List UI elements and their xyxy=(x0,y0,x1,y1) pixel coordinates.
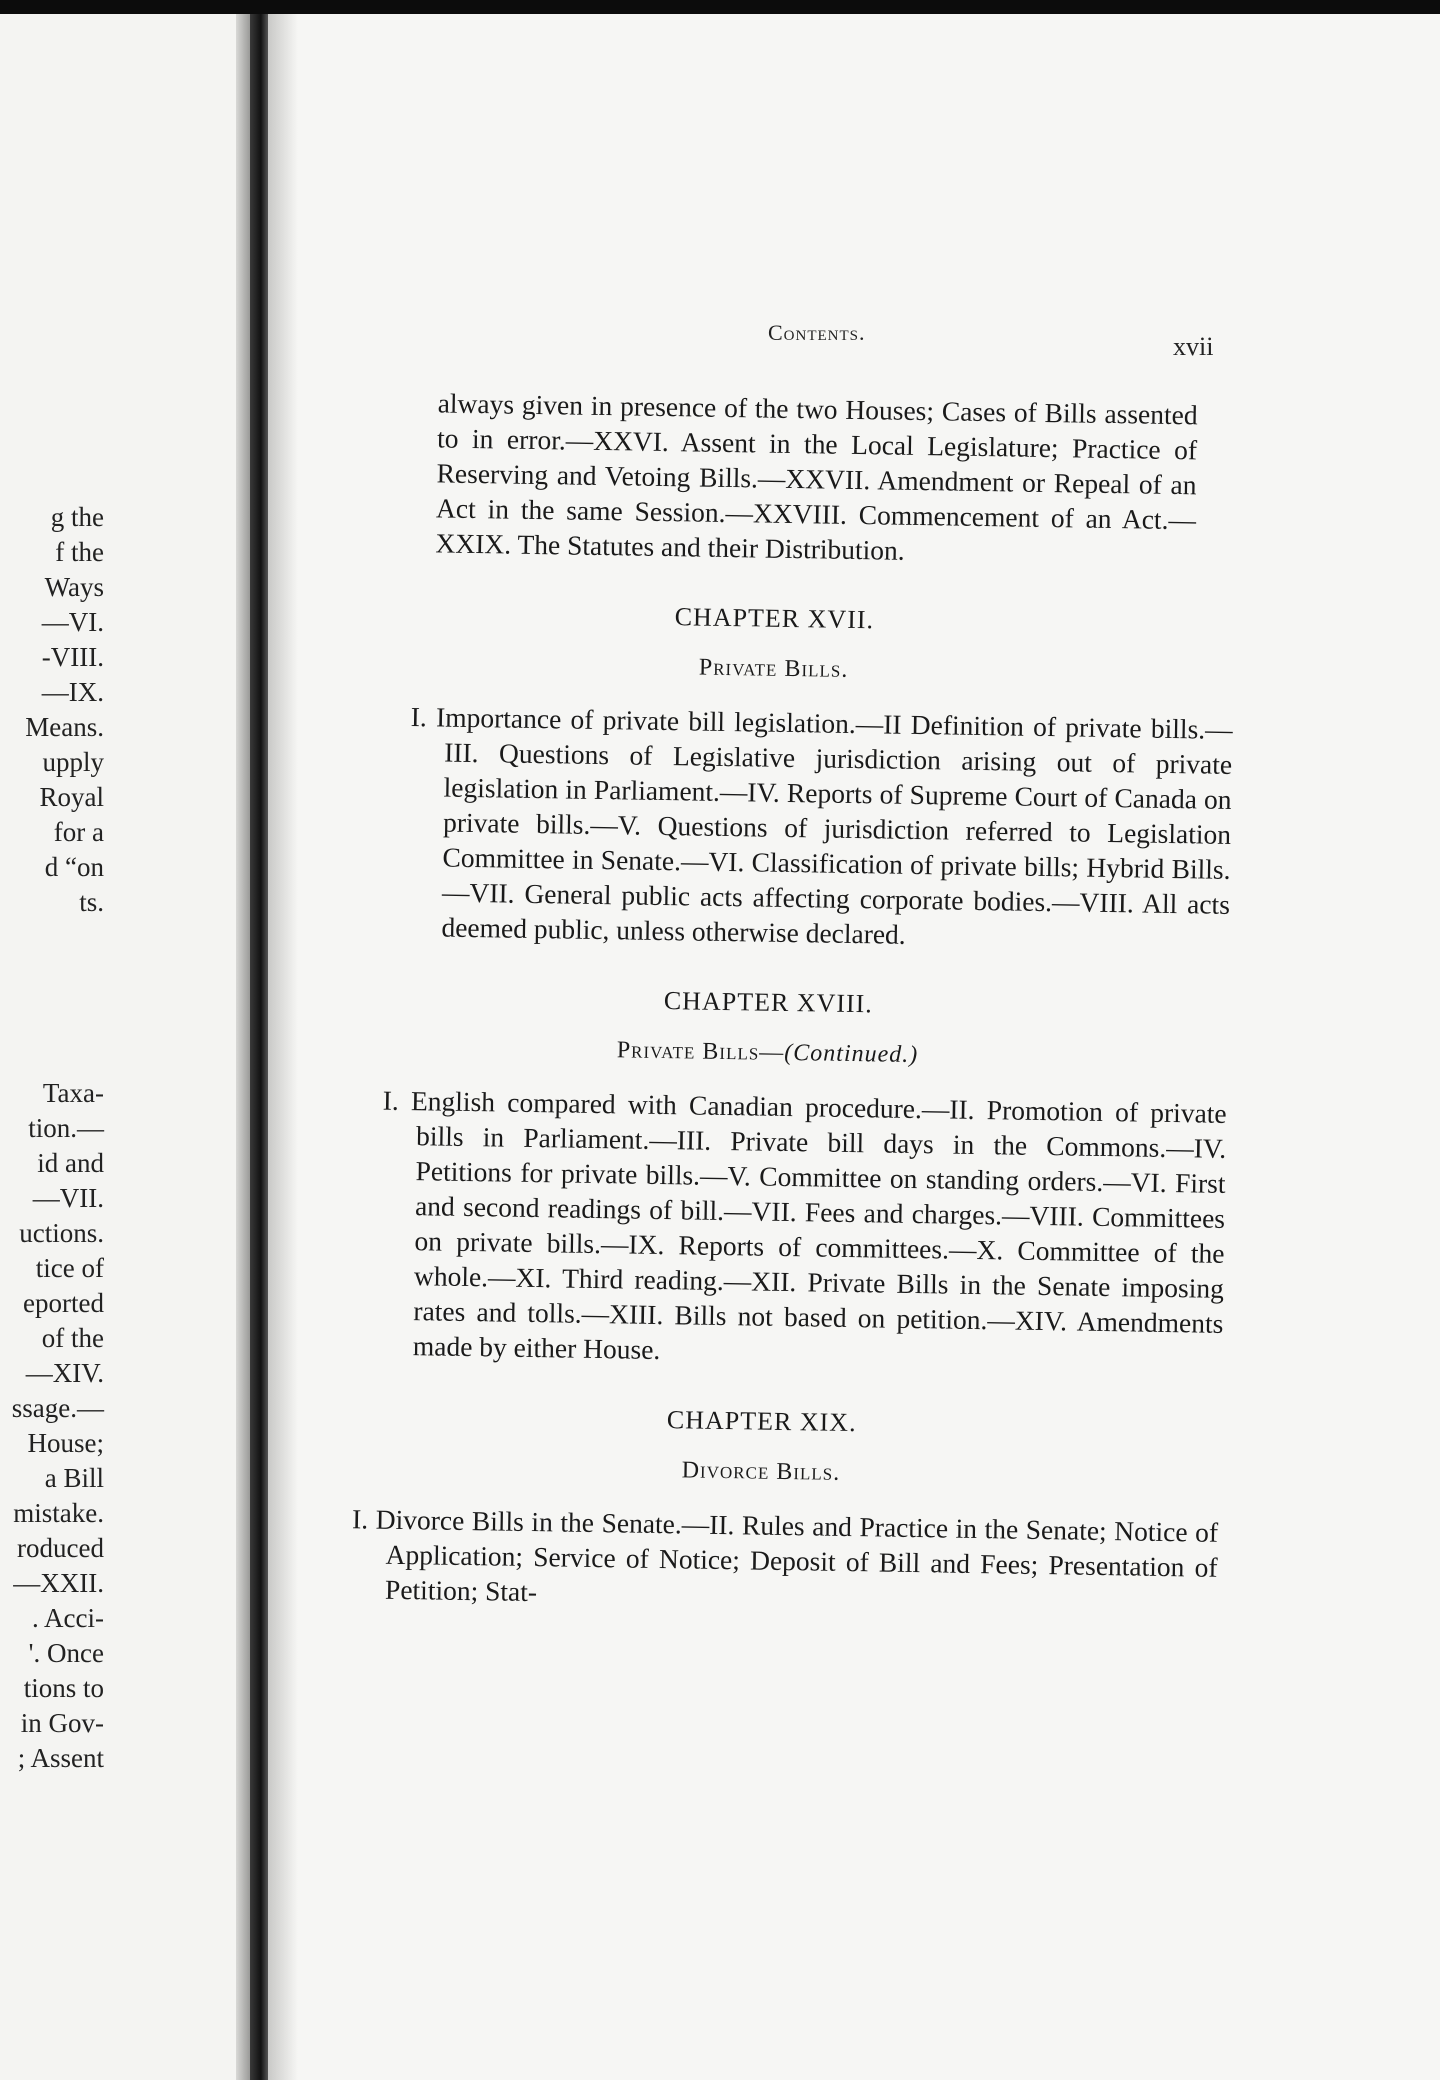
left-line: of the xyxy=(41,1323,104,1353)
left-line: for a xyxy=(53,817,104,847)
left-line: '. Once xyxy=(28,1638,104,1668)
left-line: roduced xyxy=(17,1533,104,1563)
left-line: Taxa- xyxy=(42,1078,104,1108)
left-line: ts. xyxy=(79,887,104,917)
left-line: in Gov- xyxy=(20,1708,104,1738)
chapter-subtitle-xvii: Private Bills. xyxy=(698,654,849,683)
left-line: Ways xyxy=(44,572,104,602)
left-line: mistake. xyxy=(13,1498,104,1528)
chapter-subtitle-xix: Divorce Bills. xyxy=(681,1457,841,1486)
left-line: upply xyxy=(42,747,104,777)
left-line: f the xyxy=(55,537,104,567)
right-page xyxy=(268,14,1440,2080)
chapter-subtitle-xviii-main: Private Bills— xyxy=(616,1037,785,1066)
left-line: uctions. xyxy=(19,1218,104,1248)
left-line: tice of xyxy=(35,1253,104,1283)
left-line: —XIV. xyxy=(25,1358,104,1388)
page-content xyxy=(329,384,1233,1619)
left-page xyxy=(0,14,250,2080)
left-line: —VI. xyxy=(41,607,104,637)
chapter-subtitle-xviii xyxy=(337,1033,1197,1074)
book-spine xyxy=(250,14,268,2080)
left-line: . Acci- xyxy=(32,1603,104,1633)
right-page-gutter-shade xyxy=(268,14,298,2080)
left-line: d “on xyxy=(44,852,104,882)
left-line: tions to xyxy=(23,1673,104,1703)
left-page-text-bottom xyxy=(12,1076,104,1776)
left-line: Means. xyxy=(25,712,104,742)
left-line: id and xyxy=(37,1148,104,1178)
chapter-subtitle-xviii-continued: (Continued.) xyxy=(784,1039,919,1069)
left-line: -VIII. xyxy=(41,642,104,672)
chapter-summary-xvii: I. Importance of private bill legislation.—II Definition of private bills.—III. Questions of Legislative jurisdiction arising out of private legislation in Parliament.—IV. Reports of Supreme Court of Canada on private bills.—V. Questions of jurisdiction referred to Legislation Committee in Senate.—VI. Classification of private bills; Hybrid Bills.—VII. General public acts affecting corporate bodies.—VIII. All acts deemed public, unless otherwise declared. xyxy=(410,701,1233,950)
chapter-title-xviii: CHAPTER XVIII. xyxy=(663,986,874,1019)
intro-paragraph: always given in presence of the two Houses; Cases of Bills assented to in error.—XXVI. Assent in the Local Legislature; Practice of Reserving and Vetoing Bills.—XXVII. Amendment or Repeal of an Act in the same Session.—XXVIII. Commencement of an Act.—XXIX. The Statutes and their Distribution. xyxy=(435,387,1198,566)
chapter-summary-xix: I. Divorce Bills in the Senate.—II. Rules and Practice in the Senate; Notice of Application; Service of Notice; Deposit of Bill and Fees; Presentation of Petition; Stat- xyxy=(351,1503,1219,1608)
left-line: Royal xyxy=(39,782,104,812)
chapter-title-xix: CHAPTER XIX. xyxy=(666,1405,857,1438)
left-page-gutter xyxy=(236,14,250,2080)
running-head: Contents. xyxy=(768,320,866,345)
chapter-title-xvii: CHAPTER XVII. xyxy=(674,602,875,635)
left-line: —IX. xyxy=(41,677,104,707)
left-line: g the xyxy=(50,502,104,532)
left-line: —XXII. xyxy=(13,1568,104,1598)
left-page-text-top xyxy=(25,500,104,920)
chapter-summary-xviii: I. English compared with Canadian procedure.—II. Promotion of private bills in Parliament.—III. Private bill days in the Commons.—IV. Petitions for private bills.—V. Committee on standing orders.—VI. First and second readings of bill.—VII. Fees and charges.—VIII. Committees on private bills.—IX. Reports of committees.—X. Committee of the whole.—XI. Third reading.—XII. Private Bills in the Senate imposing rates and tolls.—XIII. Bills not based on petition.—XIV. Amendments made by either House. xyxy=(382,1084,1227,1366)
left-line: ssage.— xyxy=(11,1393,104,1423)
left-line: —VII. xyxy=(32,1183,104,1213)
left-line: tion.— xyxy=(28,1113,104,1143)
page-number: xvii xyxy=(1173,332,1214,361)
left-line: eported xyxy=(23,1288,104,1318)
left-line: ; Assent xyxy=(17,1743,104,1773)
left-line: House; xyxy=(27,1428,104,1458)
left-line: a Bill xyxy=(44,1463,104,1493)
